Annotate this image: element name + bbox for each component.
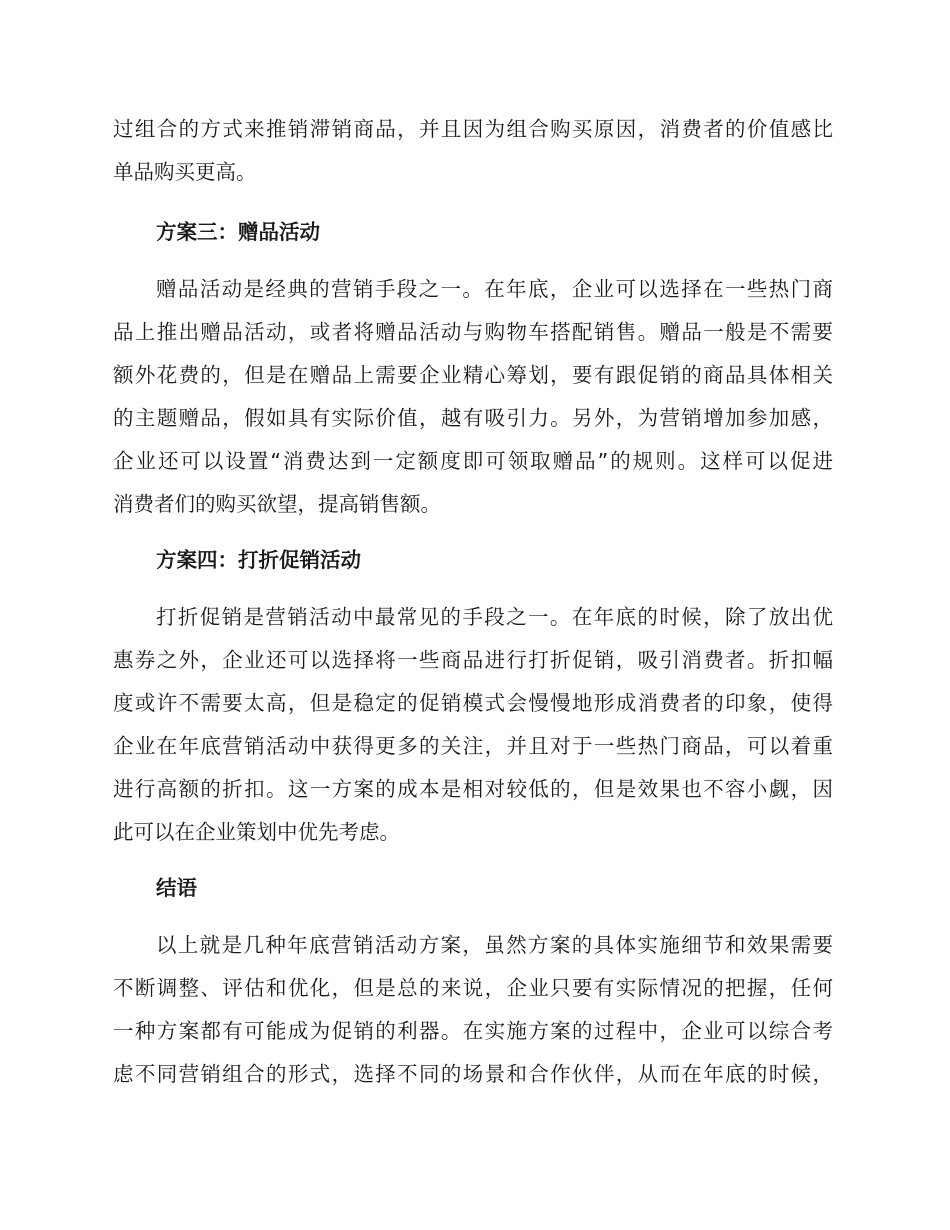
- text-line: 消费者们的购买欲望，提高销售额。: [113, 492, 441, 516]
- text-line: 企业还可以设置“消费达到一定额度即可领取赠品”的规则。这样可以促进: [113, 449, 833, 473]
- text-line: 一种方案都有可能成为促销的利器。在实施方案的过程中，企业可以综合考: [113, 1019, 833, 1043]
- text-line: 赠品活动是经典的营销手段之一。在年底，企业可以选择在一些热门商: [156, 277, 833, 301]
- text-line: 度或许不需要太高，但是稳定的促销模式会慢慢地形成消费者的印象，使得: [113, 691, 833, 715]
- paragraph-discount-promotion: [113, 596, 833, 854]
- text-line: 不断调整、评估和优化，但是总的来说，企业只要有实际情况的把握，任何: [113, 976, 833, 1000]
- section-heading-plan-four: 方案四：打折促销活动: [156, 548, 361, 572]
- text-line: 惠券之外，企业还可以选择将一些商品进行打折促销，吸引消费者。折扣幅: [113, 648, 833, 672]
- paragraph-gift-activity: [113, 268, 833, 526]
- text-line: 品上推出赠品活动，或者将赠品活动与购物车搭配销售。赠品一般是不需要: [113, 320, 833, 344]
- paragraph-continued: [113, 108, 833, 194]
- text-line: 额外花费的，但是在赠品上需要企业精心筹划，要有跟促销的商品具体相关: [113, 363, 833, 387]
- document-page: [113, 108, 833, 1109]
- section-heading-conclusion: 结语: [156, 876, 197, 900]
- text-line: 企业在年底营销活动中获得更多的关注，并且对于一些热门商品，可以着重: [113, 734, 833, 758]
- text-line: 的主题赠品，假如具有实际价值，越有吸引力。另外，为营销增加参加感，: [113, 406, 833, 430]
- text-line: 以上就是几种年底营销活动方案，虽然方案的具体实施细节和效果需要: [156, 933, 833, 957]
- text-line: 进行高额的折扣。这一方案的成本是相对较低的，但是效果也不容小觑，因: [113, 777, 833, 801]
- text-line: 虑不同营销组合的形式，选择不同的场景和合作伙伴，从而在年底的时候，: [113, 1062, 833, 1086]
- paragraph-conclusion: [113, 924, 833, 1096]
- text-line: 打折促销是营销活动中最常见的手段之一。在年底的时候，除了放出优: [156, 605, 833, 629]
- text-line: 此可以在企业策划中优先考虑。: [113, 820, 400, 844]
- text-line: 单品购买更高。: [113, 160, 257, 184]
- section-heading-plan-three: 方案三：赠品活动: [156, 220, 320, 244]
- text-line: 过组合的方式来推销滞销商品，并且因为组合购买原因，消费者的价值感比: [113, 117, 833, 141]
